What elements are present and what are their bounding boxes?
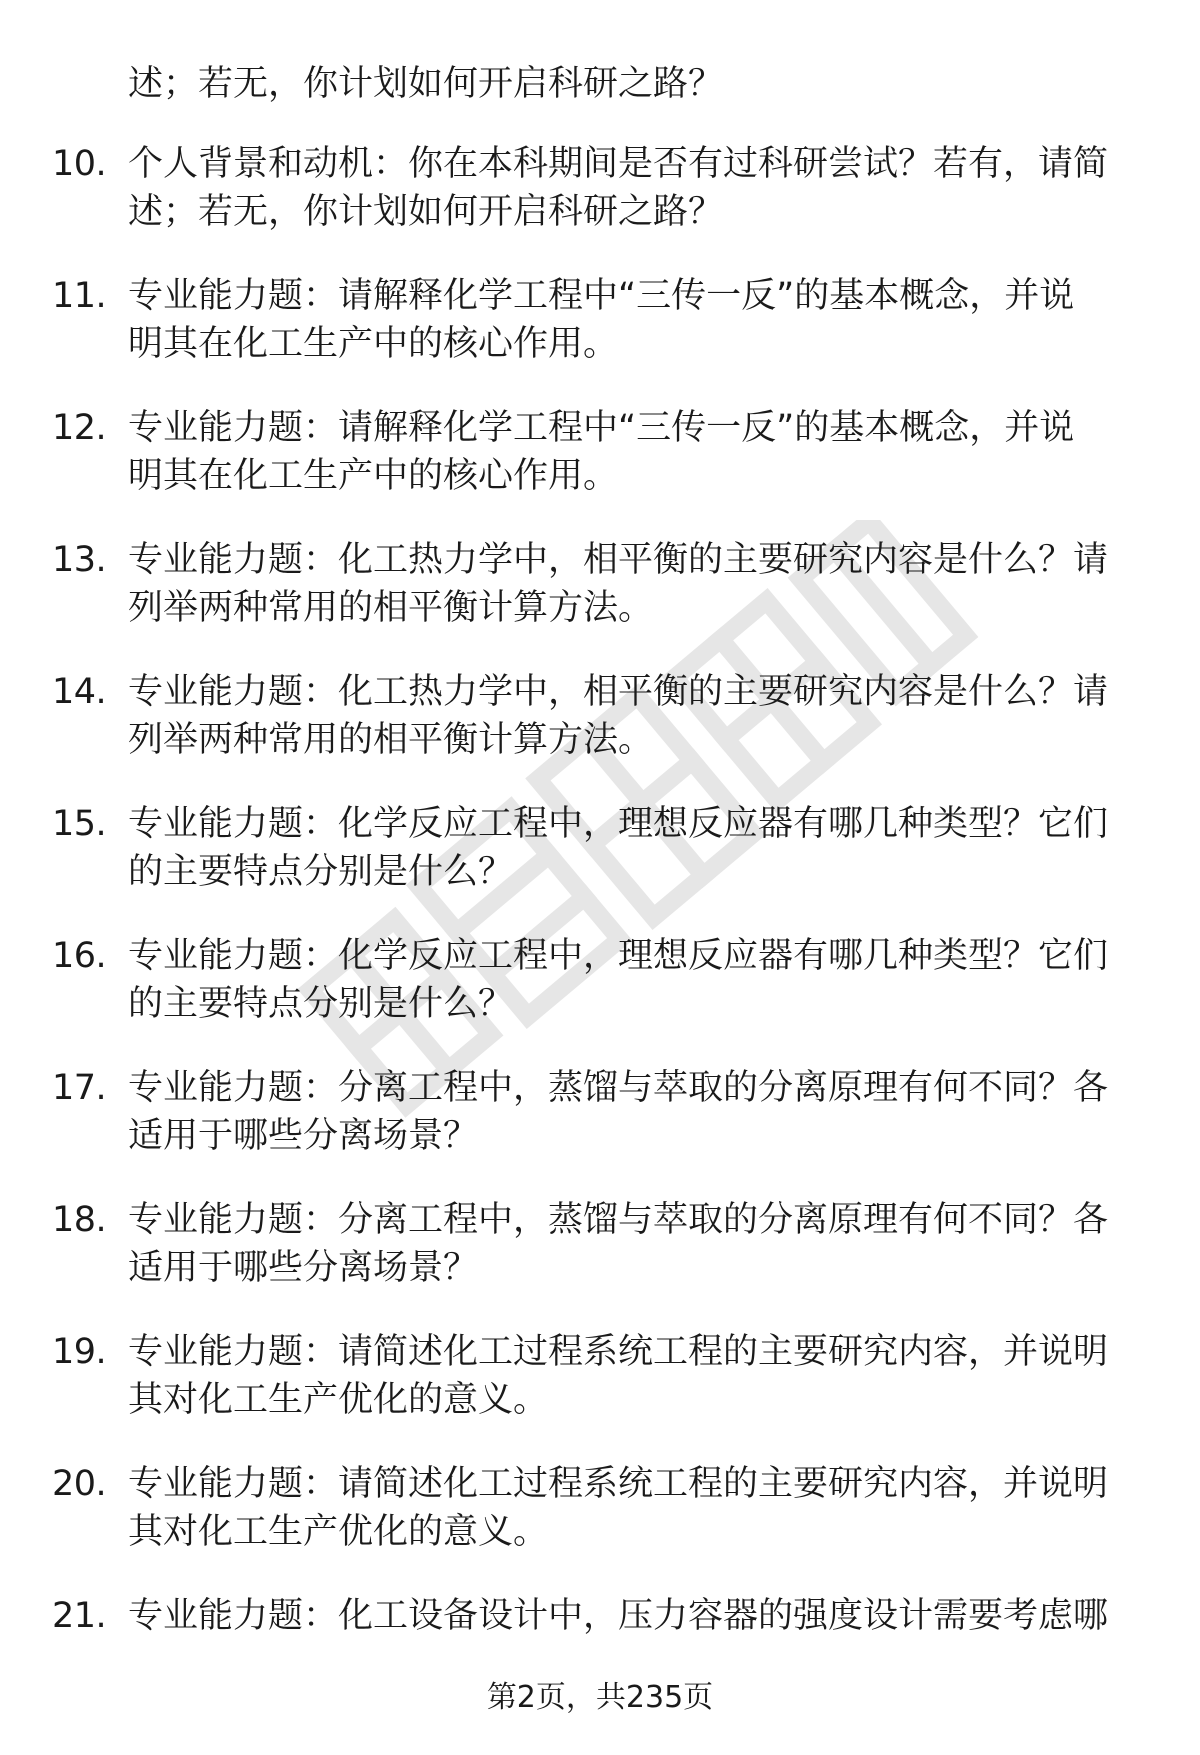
question-number: 13. [52, 540, 107, 580]
question-text [128, 404, 1138, 500]
question-text [128, 1328, 1138, 1424]
question-number: 16. [52, 936, 107, 976]
page-number-footer: 第2页，共235页 [486, 1680, 714, 1715]
question-line: 的主要特点分别是什么？ [128, 852, 514, 892]
question-line: 列举两种常用的相平衡计算方法。 [128, 588, 654, 628]
question-text [128, 272, 1138, 368]
question-item [0, 1460, 1200, 1592]
question-text [128, 1460, 1138, 1556]
question-line: 专业能力题：化工热力学中，相平衡的主要研究内容是什么？请 [128, 672, 1109, 712]
question-item [0, 140, 1200, 272]
question-item [0, 272, 1200, 404]
question-line: 明其在化工生产中的核心作用。 [128, 324, 619, 364]
question-number: 18. [52, 1200, 107, 1240]
question-number: 12. [52, 408, 107, 448]
question-number: 21. [52, 1596, 107, 1636]
question-line: 个人背景和动机：你在本科期间是否有过科研尝试？若有，请简 [128, 144, 1109, 184]
question-number: 11. [52, 276, 107, 316]
question-line: 专业能力题：分离工程中，蒸馏与萃取的分离原理有何不同？各 [128, 1068, 1109, 1108]
question-number: 10. [52, 144, 107, 184]
question-line: 专业能力题：分离工程中，蒸馏与萃取的分离原理有何不同？各 [128, 1200, 1109, 1240]
question-line: 适用于哪些分离场景？ [128, 1248, 479, 1288]
question-line: 其对化工生产优化的意义。 [128, 1380, 549, 1420]
question-item [0, 668, 1200, 800]
question-line: 专业能力题：化学反应工程中，理想反应器有哪几种类型？它们 [128, 804, 1109, 844]
question-item [0, 932, 1200, 1064]
question-item [0, 1328, 1200, 1460]
question-item [0, 800, 1200, 932]
question-line: 专业能力题：化工热力学中，相平衡的主要研究内容是什么？请 [128, 540, 1109, 580]
question-line: 明其在化工生产中的核心作用。 [128, 456, 619, 496]
question-item [0, 536, 1200, 668]
question-text [128, 140, 1138, 236]
question-line: 其对化工生产优化的意义。 [128, 1512, 549, 1552]
question-line: 专业能力题：化学反应工程中，理想反应器有哪几种类型？它们 [128, 936, 1109, 976]
question-number: 14. [52, 672, 107, 712]
question-item [0, 1196, 1200, 1328]
question-line: 适用于哪些分离场景？ [128, 1116, 479, 1156]
question-line: 列举两种常用的相平衡计算方法。 [128, 720, 654, 760]
question-line: 专业能力题：请简述化工过程系统工程的主要研究内容，并说明 [128, 1332, 1109, 1372]
question-text [128, 800, 1138, 896]
question-line: 专业能力题：化工设备设计中，压力容器的强度设计需要考虑哪 [128, 1596, 1109, 1636]
question-text [128, 932, 1138, 1028]
question-text [128, 1064, 1138, 1160]
question-line: 述；若无，你计划如何开启科研之路？ [128, 192, 724, 232]
question-item [0, 404, 1200, 536]
continued-question-text: 述；若无，你计划如何开启科研之路？ [128, 64, 724, 104]
question-number: 19. [52, 1332, 107, 1372]
question-text [128, 1592, 1138, 1640]
question-line: 专业能力题：请解释化学工程中“三传一反”的基本概念，并说 [128, 408, 1075, 448]
question-number: 20. [52, 1464, 107, 1504]
question-item [0, 1064, 1200, 1196]
question-number: 15. [52, 804, 107, 844]
question-list [0, 140, 1200, 1724]
question-text [128, 536, 1138, 632]
question-number: 17. [52, 1068, 107, 1108]
question-line: 专业能力题：请简述化工过程系统工程的主要研究内容，并说明 [128, 1464, 1109, 1504]
question-line: 专业能力题：请解释化学工程中“三传一反”的基本概念，并说 [128, 276, 1075, 316]
question-line: 的主要特点分别是什么？ [128, 984, 514, 1024]
question-text [128, 668, 1138, 764]
question-text [128, 1196, 1138, 1292]
